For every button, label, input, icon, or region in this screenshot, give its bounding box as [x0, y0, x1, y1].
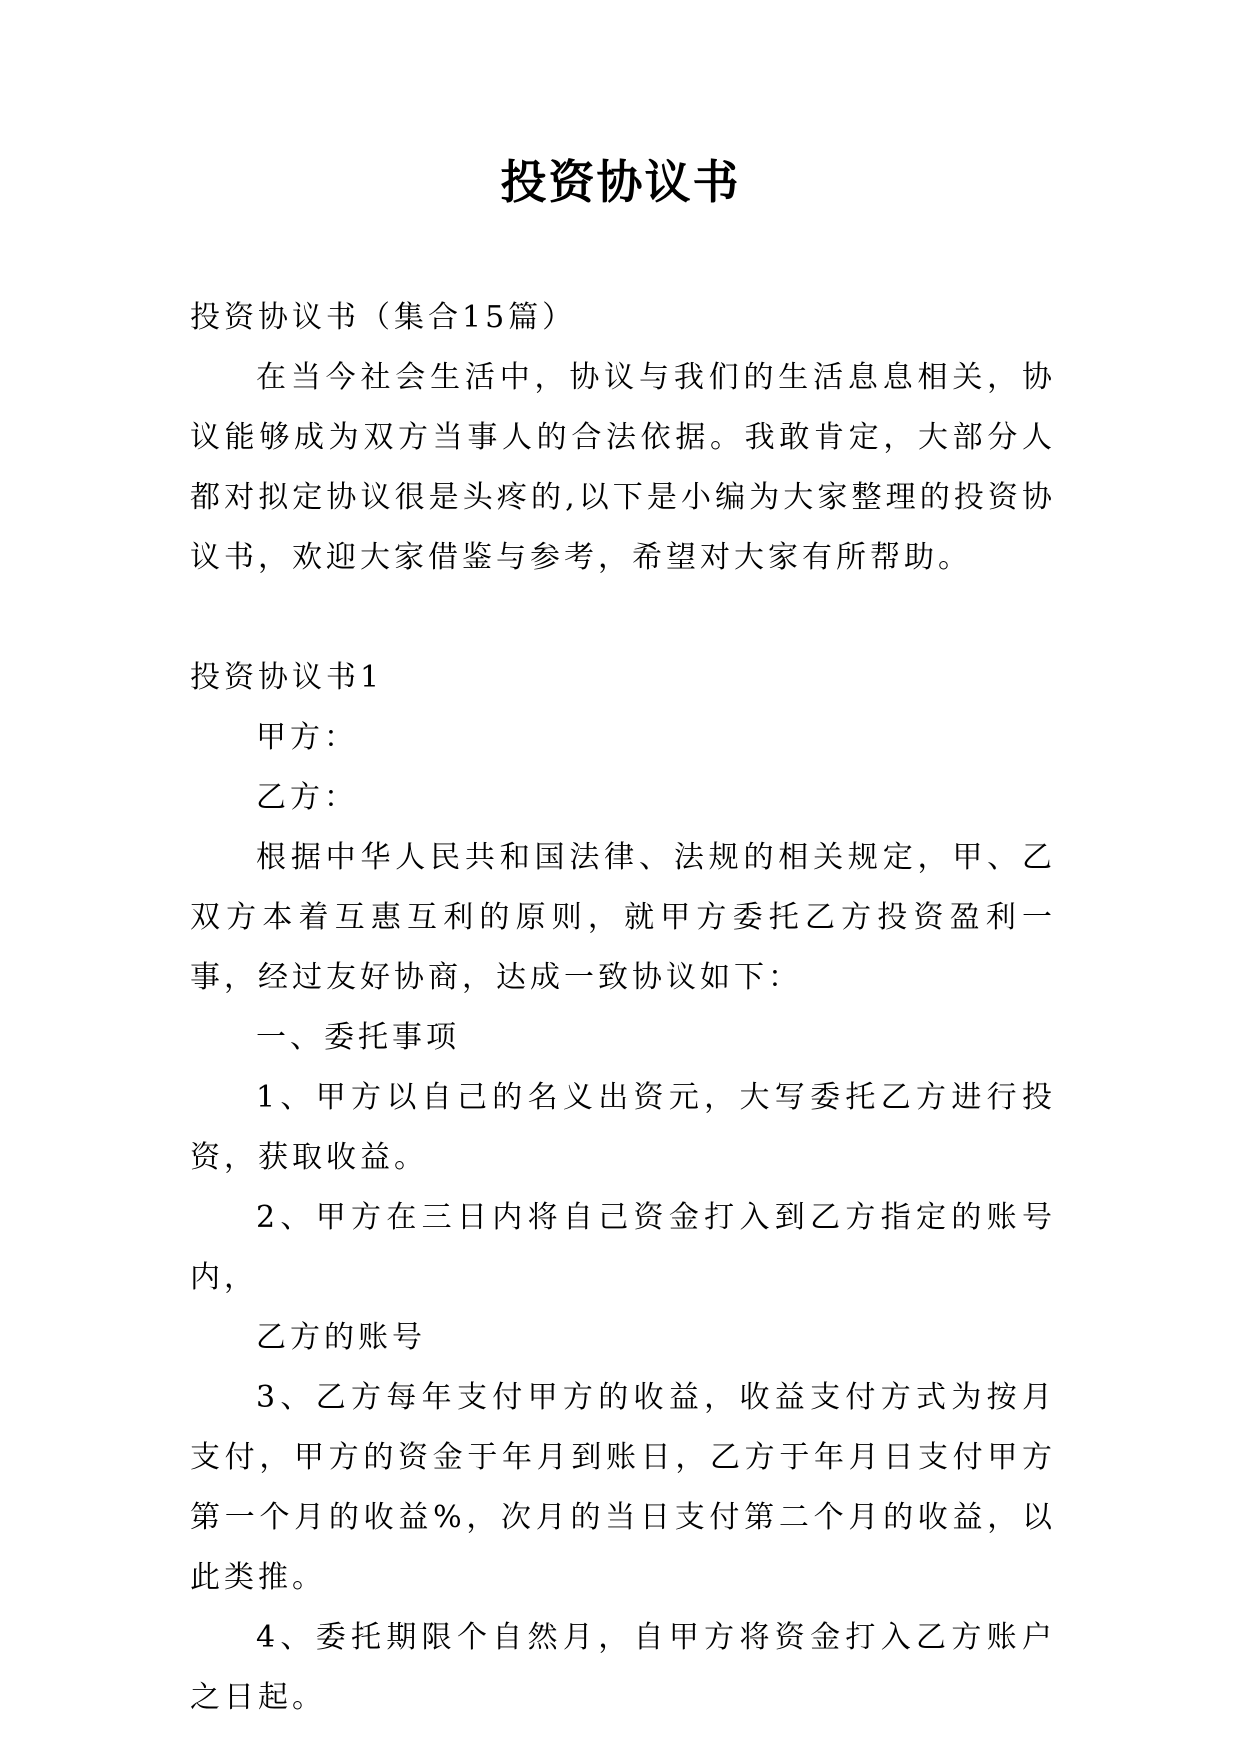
clause-item-2: 2、甲方在三日内将自己资金打入到乙方指定的账号内， — [190, 1200, 1056, 1295]
clause-item-2-account: 乙方的账号 — [256, 1320, 426, 1355]
paragraph-gap — [190, 588, 1056, 648]
clause-heading: 一、委托事项 — [256, 1020, 460, 1055]
section-heading: 投资协议书1 — [190, 660, 384, 695]
party-a-line: 甲方： — [256, 720, 358, 755]
clause-item-4: 4、委托期限个自然月，自甲方将资金打入乙方账户之日起。 — [190, 1620, 1056, 1715]
document-title: 投资协议书 — [500, 155, 741, 209]
intro-paragraph: 在当今社会生活中，协议与我们的生活息息相关，协议能够成为双方当事人的合法依据。我敢肯定，大部分人都对拟定协议很是头疼的,以下是小编为大家整理的投资协议书，欢迎大家借鉴与参考，希望对大家有所帮助。 — [190, 360, 1056, 575]
document-body — [190, 288, 1056, 1728]
clause-item-1: 1、甲方以自己的名义出资元，大写委托乙方进行投资，获取收益。 — [190, 1080, 1056, 1175]
clause-item-3: 3、乙方每年支付甲方的收益，收益支付方式为按月支付，甲方的资金于年月到账日，乙方于年月日支付甲方第一个月的收益%，次月的当日支付第二个月的收益，以此类推。 — [190, 1380, 1056, 1595]
collection-subtitle: 投资协议书（集合15篇） — [190, 300, 577, 335]
party-b-line: 乙方： — [256, 780, 358, 815]
preamble-paragraph: 根据中华人民共和国法律、法规的相关规定，甲、乙双方本着互惠互利的原则，就甲方委托乙方投资盈利一事，经过友好协商，达成一致协议如下： — [190, 840, 1056, 995]
